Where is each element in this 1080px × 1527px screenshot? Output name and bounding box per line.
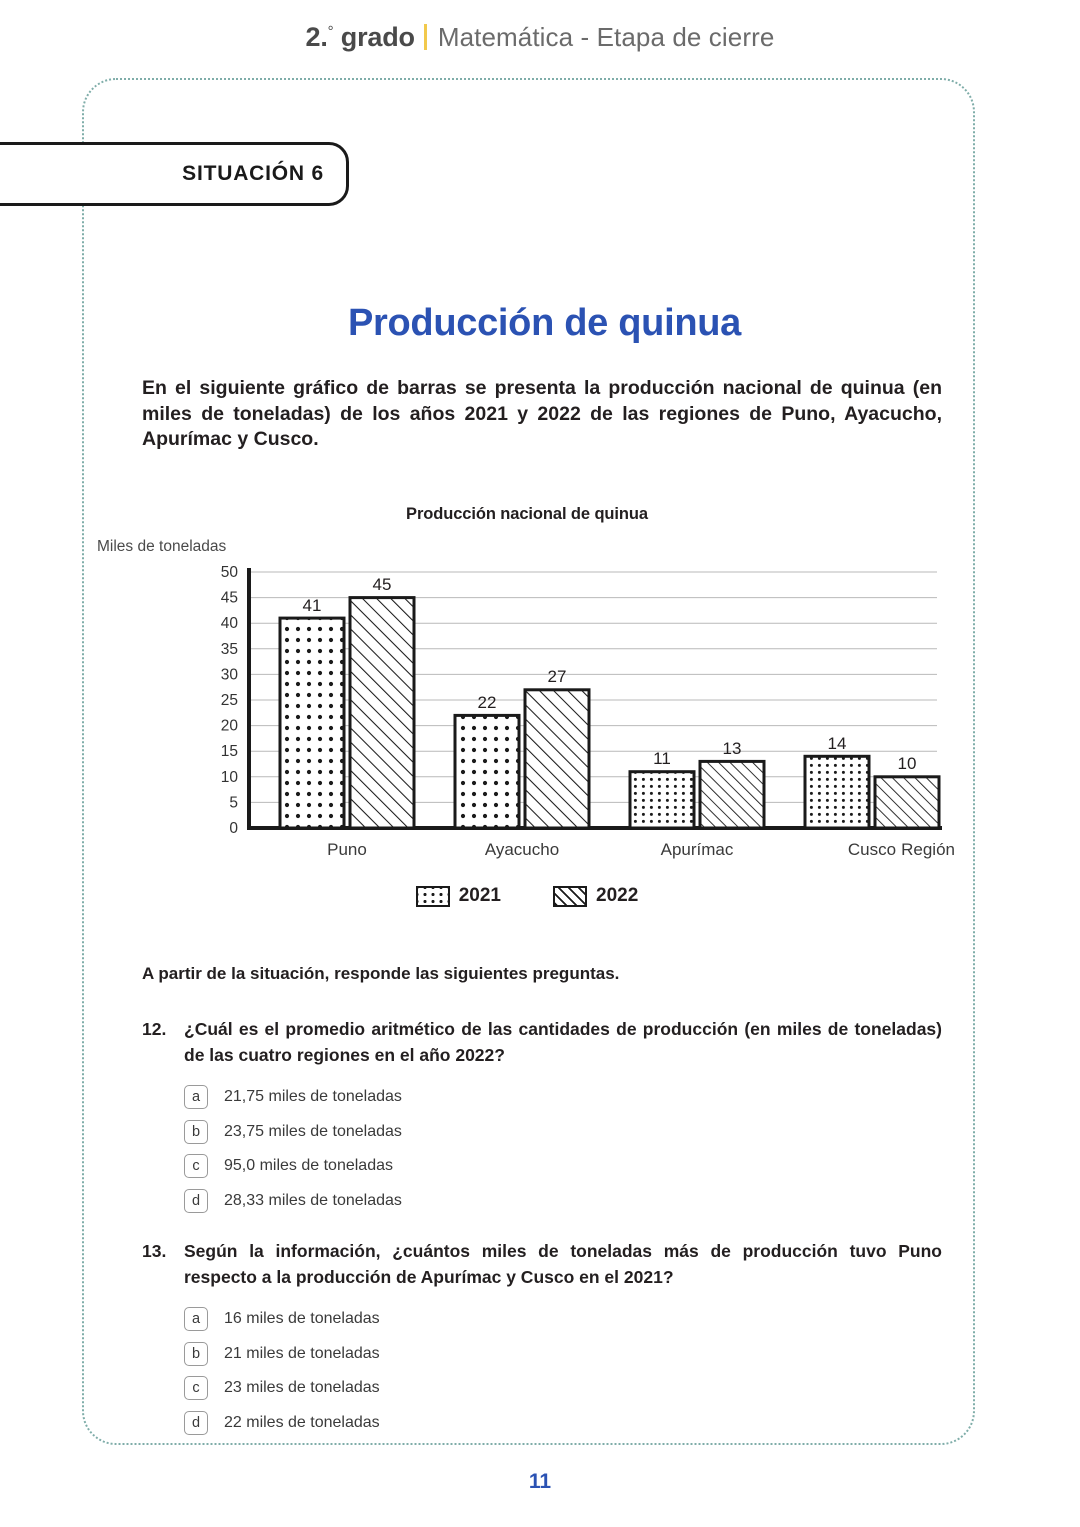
question-12	[142, 1016, 942, 1218]
legend-label-2022: 2022	[596, 885, 639, 906]
svg-text:40: 40	[220, 615, 238, 633]
header-subject: Matemática - Etapa de cierre	[437, 22, 775, 52]
svg-text:35: 35	[220, 640, 238, 658]
option-text-a: 21,75 miles de toneladas	[224, 1088, 402, 1106]
bar-ayacucho-2022	[525, 690, 589, 828]
bar-apurimac-2021	[630, 772, 694, 828]
header-grade-word: grado	[340, 22, 415, 52]
svg-text:20: 20	[220, 717, 238, 735]
svg-text:0: 0	[229, 820, 238, 837]
chart-x-axis-label: Región	[901, 840, 955, 859]
option-letter-a: a	[184, 1307, 208, 1331]
chart-x-tick-labels	[327, 840, 896, 859]
option-letter-c: c	[184, 1154, 208, 1178]
questions-prompt: A partir de la situación, responde las siguientes preguntas.	[142, 964, 620, 983]
option-text-a: 16 miles de toneladas	[224, 1310, 380, 1328]
question-12-option-b[interactable]	[184, 1115, 942, 1150]
header-grade-number: 2.	[305, 22, 328, 52]
bar-puno-2022	[350, 598, 414, 828]
header-grade	[306, 22, 415, 52]
question-12-options	[142, 1080, 942, 1218]
legend-label-2021: 2021	[458, 885, 501, 906]
question-13-options	[142, 1302, 942, 1440]
question-12-option-a[interactable]	[184, 1080, 942, 1115]
question-12-option-d[interactable]	[184, 1184, 942, 1219]
legend-item-2022	[553, 885, 638, 907]
question-13-option-c[interactable]	[184, 1371, 942, 1406]
option-text-d: 22 miles de toneladas	[224, 1413, 380, 1431]
question-12-text: ¿Cuál es el promedio aritmético de las cantidades de producción (en miles de toneladas) de las cuatro regiones en el año 2022?	[184, 1019, 942, 1065]
svg-text:15: 15	[220, 743, 238, 761]
chart-y-axis-label: Miles de toneladas	[97, 538, 227, 555]
option-letter-c: c	[184, 1376, 208, 1400]
svg-text:Puno: Puno	[327, 840, 367, 859]
svg-text:10: 10	[897, 754, 917, 773]
question-13	[142, 1238, 942, 1440]
svg-text:13: 13	[722, 739, 742, 758]
bar-cusco-2021	[805, 756, 869, 828]
chart-plot-area	[97, 560, 957, 880]
option-letter-d: d	[184, 1411, 208, 1435]
svg-text:22: 22	[477, 693, 497, 712]
question-12-option-c[interactable]	[184, 1149, 942, 1184]
question-13-option-a[interactable]	[184, 1302, 942, 1337]
chart-legend	[97, 885, 957, 907]
question-12-number: 12.	[142, 1019, 167, 1039]
bar-puno-2021	[280, 618, 344, 828]
question-13-option-d[interactable]	[184, 1406, 942, 1441]
option-text-b: 23,75 miles de toneladas	[224, 1122, 402, 1140]
question-13-option-b[interactable]	[184, 1337, 942, 1372]
svg-text:14: 14	[827, 734, 847, 753]
legend-item-2021	[416, 885, 501, 907]
option-letter-b: b	[184, 1342, 208, 1366]
svg-text:Apurímac: Apurímac	[660, 840, 734, 859]
question-13-text: Según la información, ¿cuántos miles de toneladas más de producción tuvo Puno respecto a la producción de Apurímac y Cusco en el 2021?	[184, 1241, 942, 1287]
page-header	[0, 22, 1080, 53]
question-13-head	[142, 1238, 942, 1290]
option-text-c: 95,0 miles de toneladas	[224, 1157, 393, 1175]
option-text-b: 21 miles de toneladas	[224, 1344, 380, 1362]
legend-swatch-hatch-icon	[553, 886, 587, 907]
svg-text:30: 30	[220, 666, 238, 684]
svg-text:45: 45	[372, 575, 392, 594]
svg-text:50: 50	[220, 564, 238, 581]
svg-text:Ayacucho: Ayacucho	[484, 840, 560, 859]
page-number: 11	[528, 1470, 552, 1493]
page-dotted-frame	[82, 78, 975, 1445]
bar-ayacucho-2021	[455, 715, 519, 828]
page-title: Producción de quinua	[347, 302, 742, 344]
bar-cusco-2022	[875, 777, 939, 828]
bar-chart	[97, 505, 957, 925]
situacion-badge-label: SITUACIÓN 6	[182, 162, 324, 185]
legend-swatch-dots-icon	[416, 886, 450, 907]
svg-text:10: 10	[220, 768, 238, 786]
svg-text:11: 11	[653, 749, 671, 768]
option-letter-d: d	[184, 1189, 208, 1213]
question-13-number: 13.	[142, 1241, 167, 1261]
option-text-c: 23 miles de toneladas	[224, 1379, 380, 1397]
svg-text:41: 41	[302, 596, 322, 615]
option-letter-a: a	[184, 1085, 208, 1109]
svg-text:5: 5	[229, 794, 238, 812]
situacion-badge	[0, 142, 349, 206]
svg-text:27: 27	[547, 667, 567, 686]
question-12-head	[142, 1016, 942, 1068]
chart-y-tick-labels	[221, 564, 239, 837]
svg-text:Cusco: Cusco	[847, 840, 897, 859]
svg-text:25: 25	[220, 692, 238, 709]
svg-text:45: 45	[220, 589, 238, 607]
option-letter-b: b	[184, 1120, 208, 1144]
bar-apurimac-2022	[700, 761, 764, 828]
degree-symbol: °	[327, 23, 334, 40]
header-divider	[424, 24, 427, 50]
chart-title: Producción nacional de quinua	[406, 505, 648, 523]
intro-paragraph: En el siguiente gráfico de barras se presenta la producción nacional de quinua (en miles de toneladas) de los años 2021 y 2022 de las regiones de Puno, Ayacucho, Apurímac y Cusco.	[142, 377, 942, 450]
option-text-d: 28,33 miles de toneladas	[224, 1191, 402, 1209]
